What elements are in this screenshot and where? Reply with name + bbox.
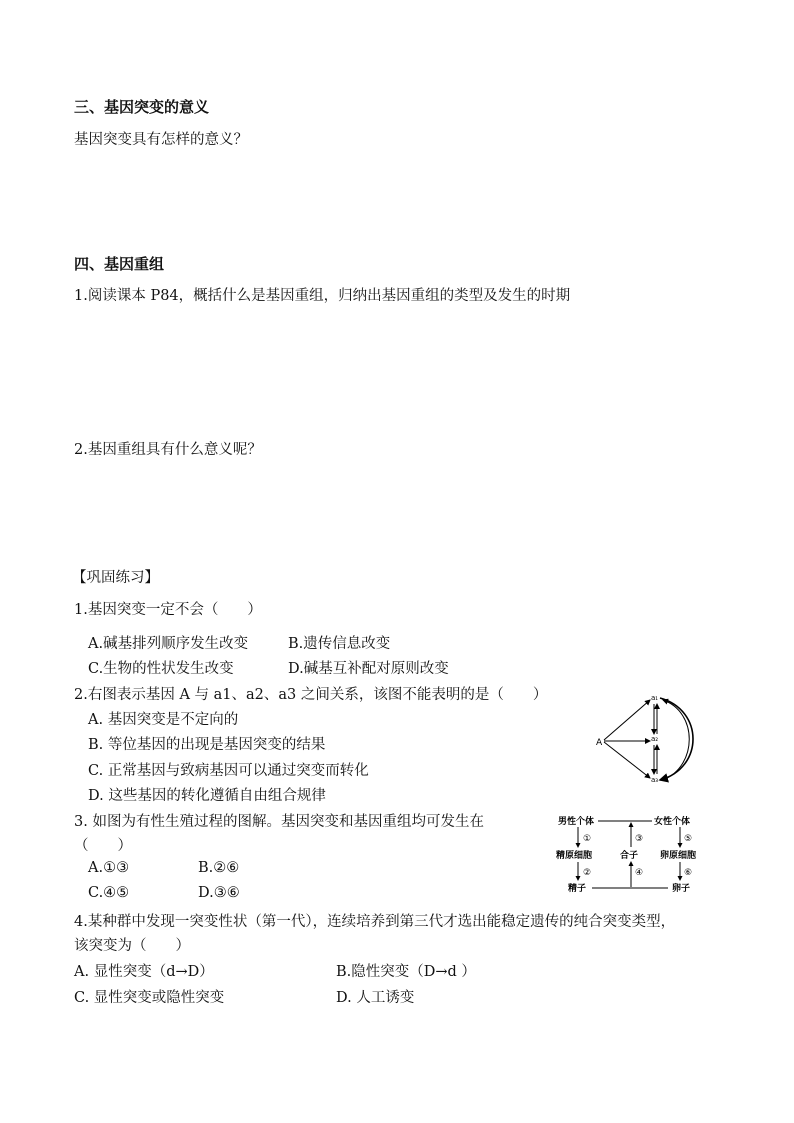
q3-option-a: A.①③ [88, 860, 130, 876]
q2-option-b: B. 等位基因的出现是基因突变的结果 [88, 737, 326, 753]
q2-option-d: D. 这些基因的转化遵循自由组合规律 [88, 788, 326, 804]
practice-heading: 【巩固练习】 [72, 570, 159, 586]
label-oogonium: 卵原细胞 [660, 851, 697, 861]
q2-option-a: A. 基因突变是不定向的 [88, 712, 239, 728]
q1-option-c: C.生物的性状发生改变 [88, 661, 234, 677]
q2-option-c: C. 正常基因与致病基因可以通过突变而转化 [88, 763, 369, 779]
q4-option-b: B.隐性突变（D→d ） [336, 964, 476, 980]
q4-stem-line2: 该突变为（ ） [74, 938, 190, 954]
arrow-a-to-a1 [604, 700, 650, 740]
gene-mutation-diagram [594, 690, 704, 786]
label-step-5: ⑤ [684, 834, 693, 844]
q4-option-c: C. 显性突变或隐性突变 [74, 990, 225, 1006]
label-sperm: 精子 [568, 884, 587, 894]
q3-option-b: B.②⑥ [198, 860, 240, 876]
q1-option-d: D.碱基互补配对原则改变 [288, 661, 449, 677]
label-a1: a₁ [651, 694, 659, 702]
label-gene-a: A [596, 738, 603, 748]
q3-option-d: D.③⑥ [198, 885, 240, 901]
label-step-4: ④ [635, 868, 644, 878]
label-egg: 卵子 [672, 884, 691, 894]
label-spermatogonium: 精原细胞 [556, 851, 593, 861]
sexual-reproduction-diagram [556, 814, 716, 894]
q4-option-a: A. 显性突变（d→D） [74, 964, 214, 980]
arrow-a-to-a3 [604, 742, 650, 778]
label-step-6: ⑥ [684, 868, 693, 878]
section4-heading: 四、基因重组 [74, 255, 165, 273]
section3-question: 基因突变具有怎样的意义？ [74, 132, 248, 148]
q2-stem: 2.右图表示基因 A 与 a1、a2、a3 之间关系，该图不能表明的是（ ） [74, 687, 548, 703]
q4-stem: 4.某种群中发现一突变性状（第一代），连续培养到第三代才选出能稳定遗传的纯合突变类型， [74, 914, 676, 930]
label-female: 女性个体 [654, 817, 691, 827]
q1-stem: 1.基因突变一定不会（ ） [74, 602, 262, 618]
q3-option-c: C.④⑤ [88, 885, 130, 901]
arc-a3-to-a1 [663, 700, 689, 780]
section4-q1: 1.阅读课本 P84，概括什么是基因重组，归纳出基因重组的类型及发生的时期 [74, 288, 571, 304]
label-a2: a₂ [651, 735, 659, 743]
q3-blank: （ ） [74, 838, 132, 854]
q1-option-b: B.遗传信息改变 [288, 636, 391, 652]
label-zygote: 合子 [620, 851, 639, 861]
q3-stem: 3. 如图为有性生殖过程的图解。基因突变和基因重组均可发生在 [74, 814, 484, 830]
label-step-3: ③ [635, 834, 644, 844]
label-male: 男性个体 [558, 817, 595, 827]
section4-q2: 2.基因重组具有什么意义呢？ [74, 442, 262, 458]
label-a3: a₃ [651, 776, 659, 784]
label-step-2: ② [583, 868, 592, 878]
q1-option-a: A.碱基排列顺序发生改变 [88, 636, 249, 652]
arc-a1-to-a3 [660, 698, 693, 780]
section3-heading: 三、基因突变的意义 [74, 98, 210, 116]
label-step-1: ① [583, 834, 592, 844]
q4-option-d: D. 人工诱变 [336, 990, 415, 1006]
